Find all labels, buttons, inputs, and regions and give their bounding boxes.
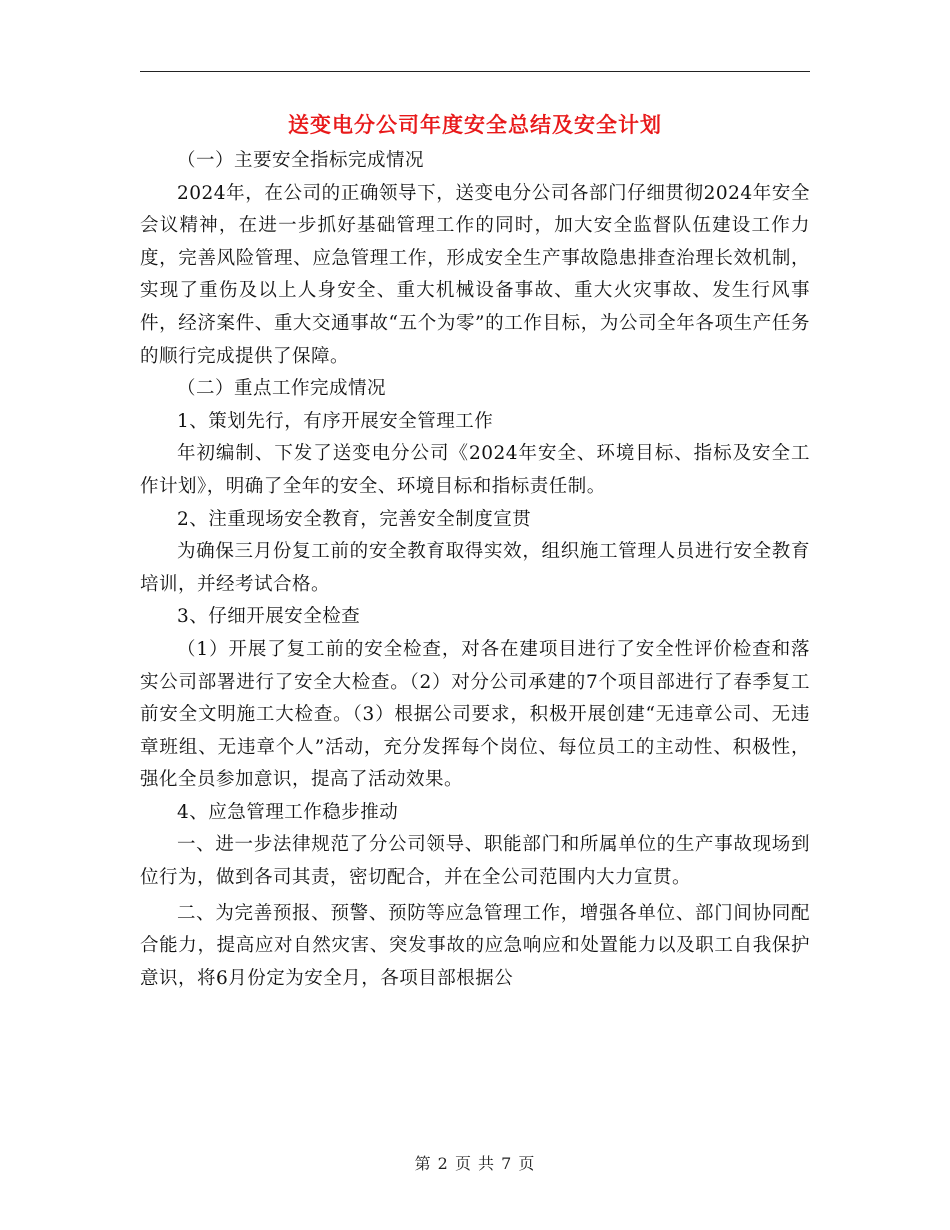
page-footer [140,1152,810,1176]
subheading-education: 2、注重现场安全教育，完善安全制度宣贯 [177,508,532,530]
subheading-planning: 1、策划先行，有序开展安全管理工作 [177,410,494,432]
paragraph-summary: 2024年，在公司的正确领导下，送变电分公司各部门仔细贯彻2024年安全会议精神，在进一步抓好基础管理工作的同时，加大安全监督队伍建设工作力度，完善风险管理、应急管理工作，形成安全生产事故隐患排查治理长效机制，实现了重伤及以上人身安全、重大机械设备事故、重大火灾事故、发生行风事件，经济案件、重大交通事故“五个为零”的工作目标，为公司全年各项生产任务的顺行完成提供了保障。 [140,182,810,367]
document-title: 送变电分公司年度安全总结及安全计划 [288,113,662,137]
header-rule [140,71,810,72]
paragraph-inspection: （1）开展了复工前的安全检查，对各在建项目进行了安全性评价检查和落实公司部署进行了安全大检查。（2）对分公司承建的7个项目部进行了春季复工前安全文明施工大检查。（3）根据公司要求，积极开展创建“无违章公司、无违章班组、无违章个人”活动，充分发挥每个岗位、每位员工的主动性、积极性，强化全员参加意识，提高了活动效果。 [140,638,810,791]
subheading-inspection: 3、仔细开展安全检查 [177,606,361,628]
paragraph-emergency-two: 二、为完善预报、预警、预防等应急管理工作，增强各单位、部门间协同配合能力，提高应对自然灾害、突发事故的应急响应和处置能力以及职工自我保护意识，将6月份定为安全月，各项目部根据公 [140,902,810,989]
page-number-label: 第 2 页 共 7 页 [414,1154,536,1173]
section-heading-indicators: （一）主要安全指标完成情况 [177,150,425,171]
subheading-emergency: 4、应急管理工作稳步推动 [177,801,399,823]
document-body [140,145,810,995]
paragraph-education: 为确保三月份复工前的安全教育取得实效，组织施工管理人员进行安全教育培训，并经考试合格。 [140,541,810,595]
section-heading-key-work: （二）重点工作完成情况 [177,378,387,400]
paragraph-emergency-one: 一、进一步法律规范了分公司领导、职能部门和所属单位的生产事故现场到位行为，做到各司其责，密切配合，并在全公司范围内大力宣贯。 [140,834,810,889]
paragraph-planning: 年初编制、下发了送变电分公司《2024年安全、环境目标、指标及安全工作计划》，明确了全年的安全、环境目标和指标责任制。 [140,443,810,497]
